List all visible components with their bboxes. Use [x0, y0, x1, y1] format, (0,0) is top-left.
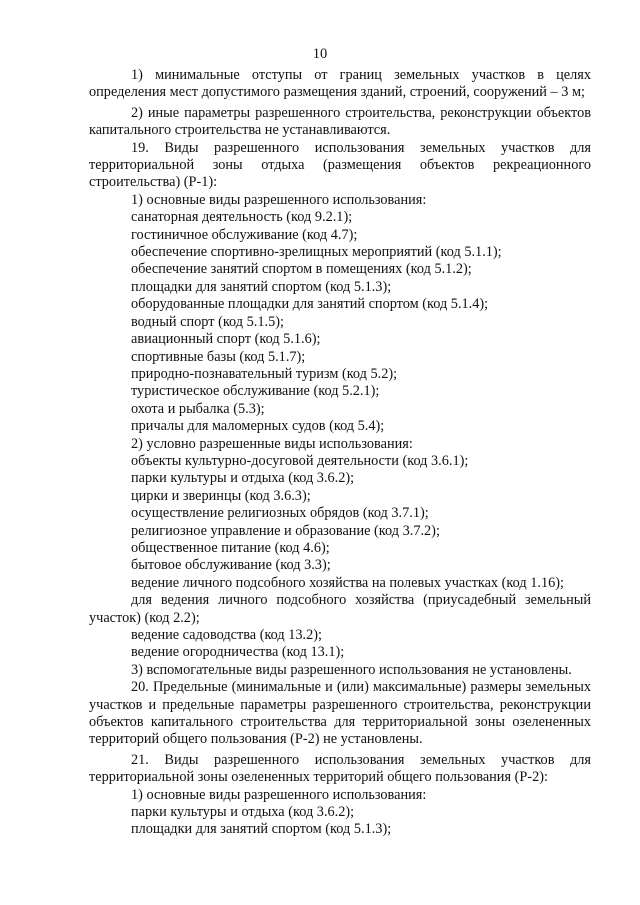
list-item: парки культуры и отдыха (код 3.6.2); [131, 804, 355, 821]
list-item: гостиничное обслуживание (код 4.7); [131, 226, 358, 243]
list-item: объекты культурно-досуговой деятельности (код 3.6.1); [131, 452, 469, 469]
list-item: ведение личного подсобного хозяйства на полевых участках (код 1.16); [131, 574, 564, 591]
list-item: обеспечение спортивно-зрелищных мероприятий (код 5.1.1); [131, 244, 502, 261]
list-heading-main-uses: 1) основные виды разрешенного использования: [131, 191, 427, 208]
list-item: туристическое обслуживание (код 5.2.1); [131, 383, 380, 400]
list-item: охота и рыбалка (5.3); [131, 400, 265, 417]
list-item: осуществление религиозных обрядов (код 3.7.1); [131, 505, 429, 522]
list-item: санаторная деятельность (код 9.2.1); [131, 209, 353, 226]
list-item: спортивные базы (код 5.1.7); [131, 348, 306, 365]
paragraph-other-parameters: 2) иные параметры разрешенного строительства, реконструкции объектов капитального строительства не устанавливаются. [89, 104, 591, 139]
list-item: бытовое обслуживание (код 3.3); [131, 557, 331, 574]
list-item: площадки для занятий спортом (код 5.1.3); [131, 821, 392, 838]
list-heading-conditional-uses: 2) условно разрешенные виды использования: [131, 435, 413, 452]
list-item: цирки и зверинцы (код 3.6.3); [131, 487, 311, 504]
list-heading-auxiliary-uses: 3) вспомогательные виды разрешенного использования не установлены. [131, 661, 572, 678]
list-item: площадки для занятий спортом (код 5.1.3); [131, 278, 392, 295]
document-body [89, 67, 591, 839]
list-item: парки культуры и отдыха (код 3.6.2); [131, 470, 355, 487]
list-item: ведение огородничества (код 13.1); [131, 644, 345, 661]
list-item: оборудованные площадки для занятий спортом (код 5.1.4); [131, 296, 489, 313]
list-item: водный спорт (код 5.1.5); [131, 313, 284, 330]
list-item: природно-познавательный туризм (код 5.2); [131, 365, 398, 382]
paragraph-min-setbacks: 1) минимальные отступы от границ земельных участков в целях определения мест допустимого размещения зданий, строений, сооружений – 3 м; [89, 67, 591, 101]
list-item: обеспечение занятий спортом в помещениях (код 5.1.2); [131, 261, 472, 278]
page-number: 10 [312, 46, 328, 62]
list-item: для ведения личного подсобного хозяйства (приусадебный земельный участок) (код 2.2); [89, 592, 591, 626]
paragraph-section-20: 20. Предельные (минимальные и (или) максимальные) размеры земельных участков и предельные параметры разрешенного строительства, реконструкции объектов капитального строительства для территориальной зоны озелененных территорий общего пользования (Р-2) не установлены. [89, 679, 591, 748]
paragraph-section-21: 21. Виды разрешенного использования земельных участков для территориальной зоны озелененных территорий общего пользования (Р-2): [89, 751, 591, 786]
list-item: причалы для маломерных судов (код 5.4); [131, 418, 385, 435]
list-heading-main-uses-r2: 1) основные виды разрешенного использования: [131, 786, 427, 803]
list-item: общественное питание (код 4.6); [131, 539, 330, 556]
list-item: авиационный спорт (код 5.1.6); [131, 331, 321, 348]
list-item: ведение садоводства (код 13.2); [131, 627, 323, 643]
paragraph-section-19: 19. Виды разрешенного использования земельных участков для территориальной зоны отдыха (размещения объектов рекреационного строительства) (Р-1): [89, 139, 591, 191]
list-item: религиозное управление и образование (код 3.7.2); [131, 522, 440, 539]
